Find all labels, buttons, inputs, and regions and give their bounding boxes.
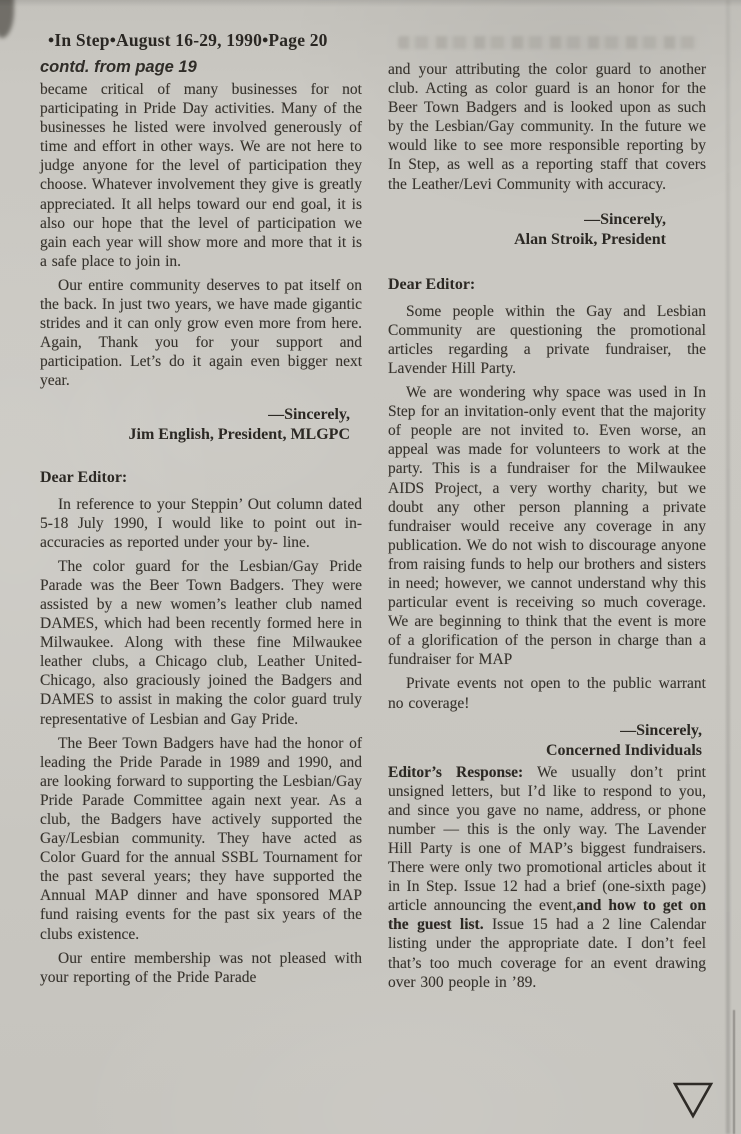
letter-heading: Dear Editor: [40,468,128,486]
editors-response-text: We usually don’t print unsigned letters, but I’d like to respond to you, and since you gave no name, address, or phone number — this is the only way. The Lavender Hill Party is one of MAP’s biggest fundraisers. There were only two promotional articles about it in In Step. Issue 12 had a brief (one-sixth page) article announcing the event, [388,763,706,915]
paragraph: and your attributing the color guard to another club. Acting as color guard is an honor for the Beer Town Badgers and is looked upon as such by the Lesbian/Gay community. In the future we would like to see more responsible reporting by In Step, as well as a reporting staff that covers the Leather/Levi Community with accuracy. [388,61,706,193]
paragraph: The Beer Town Badgers have had the honor of leading the Pride Parade in 1989 and 1990, and are looking forward to supporting the Lesbian/Gay Pride Parade Committee again next year. As a club, the Badgers have actively supported the Gay/Lesbian community. They have acted as Color Guard for the annual SSBL Tournament for the past several years; they have supported the Annual MAP dinner and have sponsored MAP fund raising events for the past six years of the clubs existence. [40,734,362,943]
signature-block [388,210,666,250]
signature-salutation: —Sincerely, [268,405,350,423]
editors-response-bold-text: and how to get on the guest list. [388,897,706,934]
page-header: •In Step•August 16-29, 1990•Page 20 [48,30,328,50]
signature-name: Alan Stroik, President [514,230,666,248]
signature-salutation: —Sincerely, [584,210,666,228]
scan-edge-shadow [0,0,741,7]
paragraph: We are wondering why space was used in In Step for an invitation-only event that the majority of people are not invited to. Even worse, an appeal was made for volunteers to work at the party. This is a fundraiser for the Milwaukee AIDS Project, a very worthy charity, but we doubt any other person planning a private fundraiser would receive any coverage in any publication. We do not wish to discourage anyone from raising funds to help our brothers and sisters in need; however, we cannot understand why this particular event is receiving so much coverage. We are beginning to think that the event is more of a glorification of the person in charge than a fundraiser for MAP [388,384,706,669]
signature-block [388,721,702,761]
letter-heading: Dear Editor: [388,275,476,293]
paragraph: Our entire community deserves to pat itself on the back. In just two years, we have made gigantic strides and it can only grow even more from here. Again, Thank you for your support and participation. Let’s do it again even bigger next year. [40,276,362,390]
signature-name: Jim English, President, MLGPC [128,425,350,443]
paper-crease [726,0,730,1134]
paragraph: In reference to your Steppin’ Out column dated 5-18 July 1990, I would like to point out in-accuracies as reported under your by- line. [40,495,362,551]
paragraph: became critical of many businesses for not participating in Pride Day activities. Many of the businesses he listed were involved generously of time and effort in other ways. We are not here to judge anyone for the level of participation they choose. Whatever involvement they give is greatly appreciated. It all helps toward our end goal, it is also our hope that the level of participation we gain each year will show more and more that it is a safe place to join in. [40,81,362,270]
signature-salutation: —Sincerely, [620,721,702,739]
paragraph: Some people within the Gay and Lesbian Community are questioning the promotional articles regarding a private fundraiser, the Lavender Hill Party. [388,302,706,377]
end-of-article-triangle-icon [672,1081,714,1119]
right-column [388,30,706,997]
editors-response-text: Issue 15 had a 2 line Calendar listing under the appropriate date. I don’t feel that’s too much coverage for an event drawing over 300 people in ’89. [388,916,706,991]
editors-response [388,763,706,992]
paper-fold-line [733,1010,735,1134]
continued-from-note: contd. from page 19 [40,58,197,76]
paragraph: The color guard for the Lesbian/Gay Pride Parade was the Beer Town Badgers. They were assisted by a new women’s leather club named DAMES, which had been recently formed here in Milwaukee. Along with these fine Milwaukee leather clubs, a Chicago club, Leather United-Chicago, also graciously joined the Badgers and DAMES to assist in making the color guard truly representative of Lesbian and Gay Pride. [40,557,362,728]
signature-name: Concerned Individuals [545,741,702,759]
left-column [40,30,362,992]
editors-response-label: Editor’s Response: [388,763,524,781]
paragraph: Private events not open to the public warrant no coverage! [388,675,706,712]
paragraph: Our entire membership was not pleased with your reporting of the Pride Parade [40,949,362,986]
signature-block [40,405,350,445]
